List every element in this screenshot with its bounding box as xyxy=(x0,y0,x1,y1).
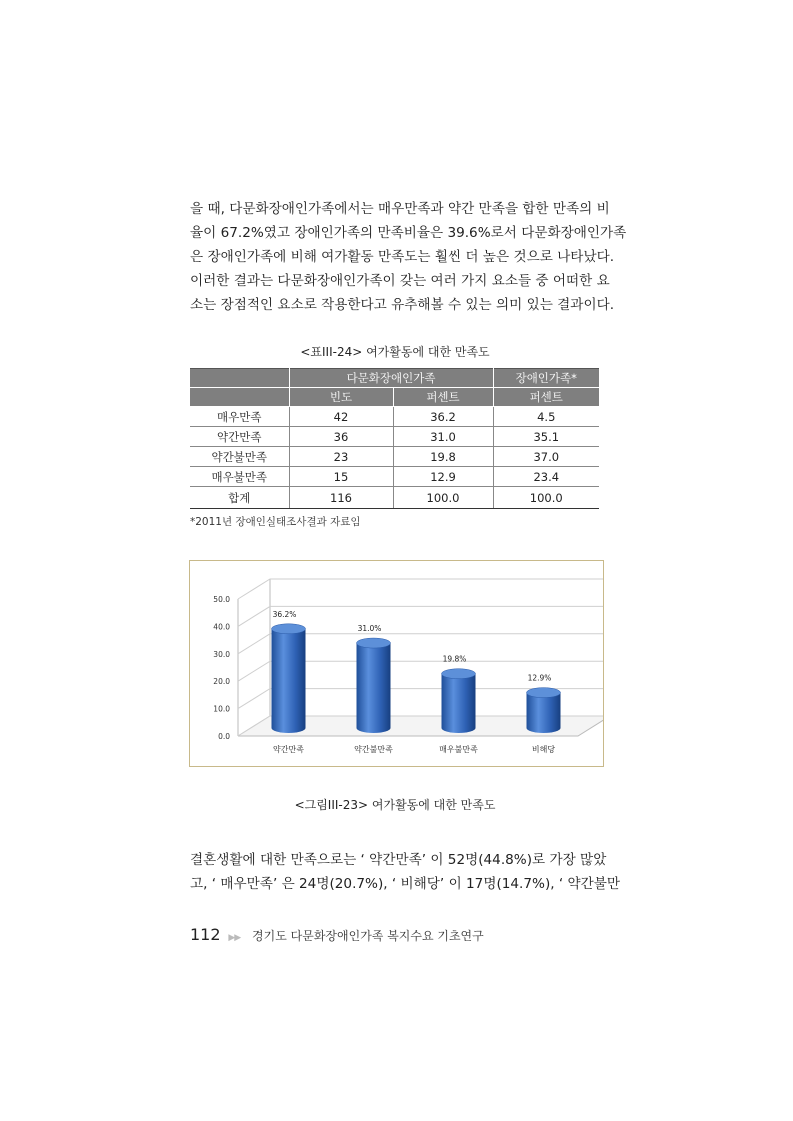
row-label: 매우만족 xyxy=(190,407,289,427)
table-cell: 36 xyxy=(289,427,393,447)
body-paragraph-2 xyxy=(190,848,621,896)
table-cell: 12.9 xyxy=(393,467,493,487)
table-row xyxy=(190,427,599,447)
table-cell: 19.8 xyxy=(393,447,493,467)
x-tick-label: 비해당 xyxy=(531,745,556,754)
data-label: 31.0% xyxy=(357,624,382,634)
y-tick-label: 20.0 xyxy=(213,677,230,687)
table-total-row xyxy=(190,487,599,509)
bar-cylinder xyxy=(272,629,306,733)
table-cell: 35.1 xyxy=(493,427,599,447)
page-footer xyxy=(190,925,484,944)
table-cell: 42 xyxy=(289,407,393,427)
y-tick-label: 50.0 xyxy=(213,595,230,604)
page-number: 112 xyxy=(190,925,221,944)
group-header-row xyxy=(190,369,599,388)
x-tick-label: 약간불만족 xyxy=(354,745,393,754)
y-tick-label: 40.0 xyxy=(213,622,230,632)
sub-header-cell xyxy=(190,388,289,407)
table-caption: <표III-24> 여가활동에 대한 만족도 xyxy=(300,345,490,359)
table-cell: 31.0 xyxy=(393,427,493,447)
bar-cylinder-top xyxy=(272,624,306,634)
table-cell: 23.4 xyxy=(493,467,599,487)
text-line: 을 때, 다문화장애인가족에서는 매우만족과 약간 만족을 합한 만족의 비 xyxy=(190,201,610,217)
body-paragraph-1 xyxy=(190,197,627,317)
table-cell: 4.5 xyxy=(493,407,599,427)
row-label: 약간불만족 xyxy=(190,447,289,467)
table-row xyxy=(190,467,599,487)
text-line: 고, ‘ 매우만족’ 은 24명(20.7%), ‘ 비해당’ 이 17명(14.7%), ‘ 약간불만 xyxy=(190,876,621,892)
y-tick-label: 10.0 xyxy=(213,704,230,714)
table-cell: 23 xyxy=(289,447,393,467)
row-label: 약간만족 xyxy=(190,427,289,447)
sub-header-row xyxy=(190,388,599,407)
row-label: 매우불만족 xyxy=(190,467,289,487)
table-cell: 116 xyxy=(289,487,393,509)
data-label: 19.8% xyxy=(442,654,467,664)
bar-cylinder xyxy=(442,674,476,733)
bar-cylinder xyxy=(357,643,391,733)
table-cell: 100.0 xyxy=(493,487,599,509)
data-label: 36.2% xyxy=(272,609,297,619)
x-tick-label: 약간만족 xyxy=(273,745,304,754)
table-row xyxy=(190,447,599,467)
satisfaction-table xyxy=(190,368,599,509)
table-cell: 36.2 xyxy=(393,407,493,427)
gridline xyxy=(238,579,603,599)
chart-frame xyxy=(189,560,604,767)
bar-cylinder-top xyxy=(527,688,561,698)
text-line: 결혼생활에 대한 만족으로는 ‘ 약간만족’ 이 52명(44.8%)로 가장 많았 xyxy=(190,852,607,868)
text-line: 소는 장점적인 요소로 작용한다고 유추해볼 수 있는 의미 있는 결과이다. xyxy=(190,297,615,313)
row-label: 합계 xyxy=(190,487,289,509)
x-tick-label: 매우불만족 xyxy=(439,745,478,754)
table-cell: 37.0 xyxy=(493,447,599,467)
header-disabled-family: 장애인가족* xyxy=(493,369,599,388)
text-line: 은 장애인가족에 비해 여가활동 만족도는 훨씬 더 높은 것으로 나타났다. xyxy=(190,249,615,265)
bar-cylinder xyxy=(527,693,561,733)
y-tick-label: 0.0 xyxy=(218,732,230,741)
chart-back-wall xyxy=(238,579,270,736)
footer-arrow-icon: ▶▶ xyxy=(228,933,241,943)
bar-chart xyxy=(190,561,603,766)
figure-caption: <그림III-23> 여가활동에 대한 만족도 xyxy=(294,798,496,812)
header-multicultural-family: 다문화장애인가족 xyxy=(289,369,493,388)
footer-title: 경기도 다문화장애인가족 복지수요 기초연구 xyxy=(252,929,484,943)
table-row xyxy=(190,407,599,427)
table-cell: 15 xyxy=(289,467,393,487)
text-line: 율이 67.2%였고 장애인가족의 만족비율은 39.6%로서 다문화장애인가족 xyxy=(190,225,627,241)
data-label: 12.9% xyxy=(527,673,552,683)
bar-cylinder-top xyxy=(442,669,476,679)
text-line: 이러한 결과는 다문화장애인가족이 갖는 여러 가지 요소들 중 어떠한 요 xyxy=(190,273,610,289)
table-cell: 100.0 xyxy=(393,487,493,509)
sub-header-frequency: 빈도 xyxy=(289,388,393,407)
table-note: *2011년 장애인실태조사결과 자료임 xyxy=(190,516,361,528)
y-tick-label: 30.0 xyxy=(213,649,230,659)
bar-cylinder-top xyxy=(357,638,391,648)
header-cell-empty xyxy=(190,369,289,388)
sub-header-percent: 퍼센트 xyxy=(393,388,493,407)
sub-header-percent: 퍼센트 xyxy=(493,388,599,407)
